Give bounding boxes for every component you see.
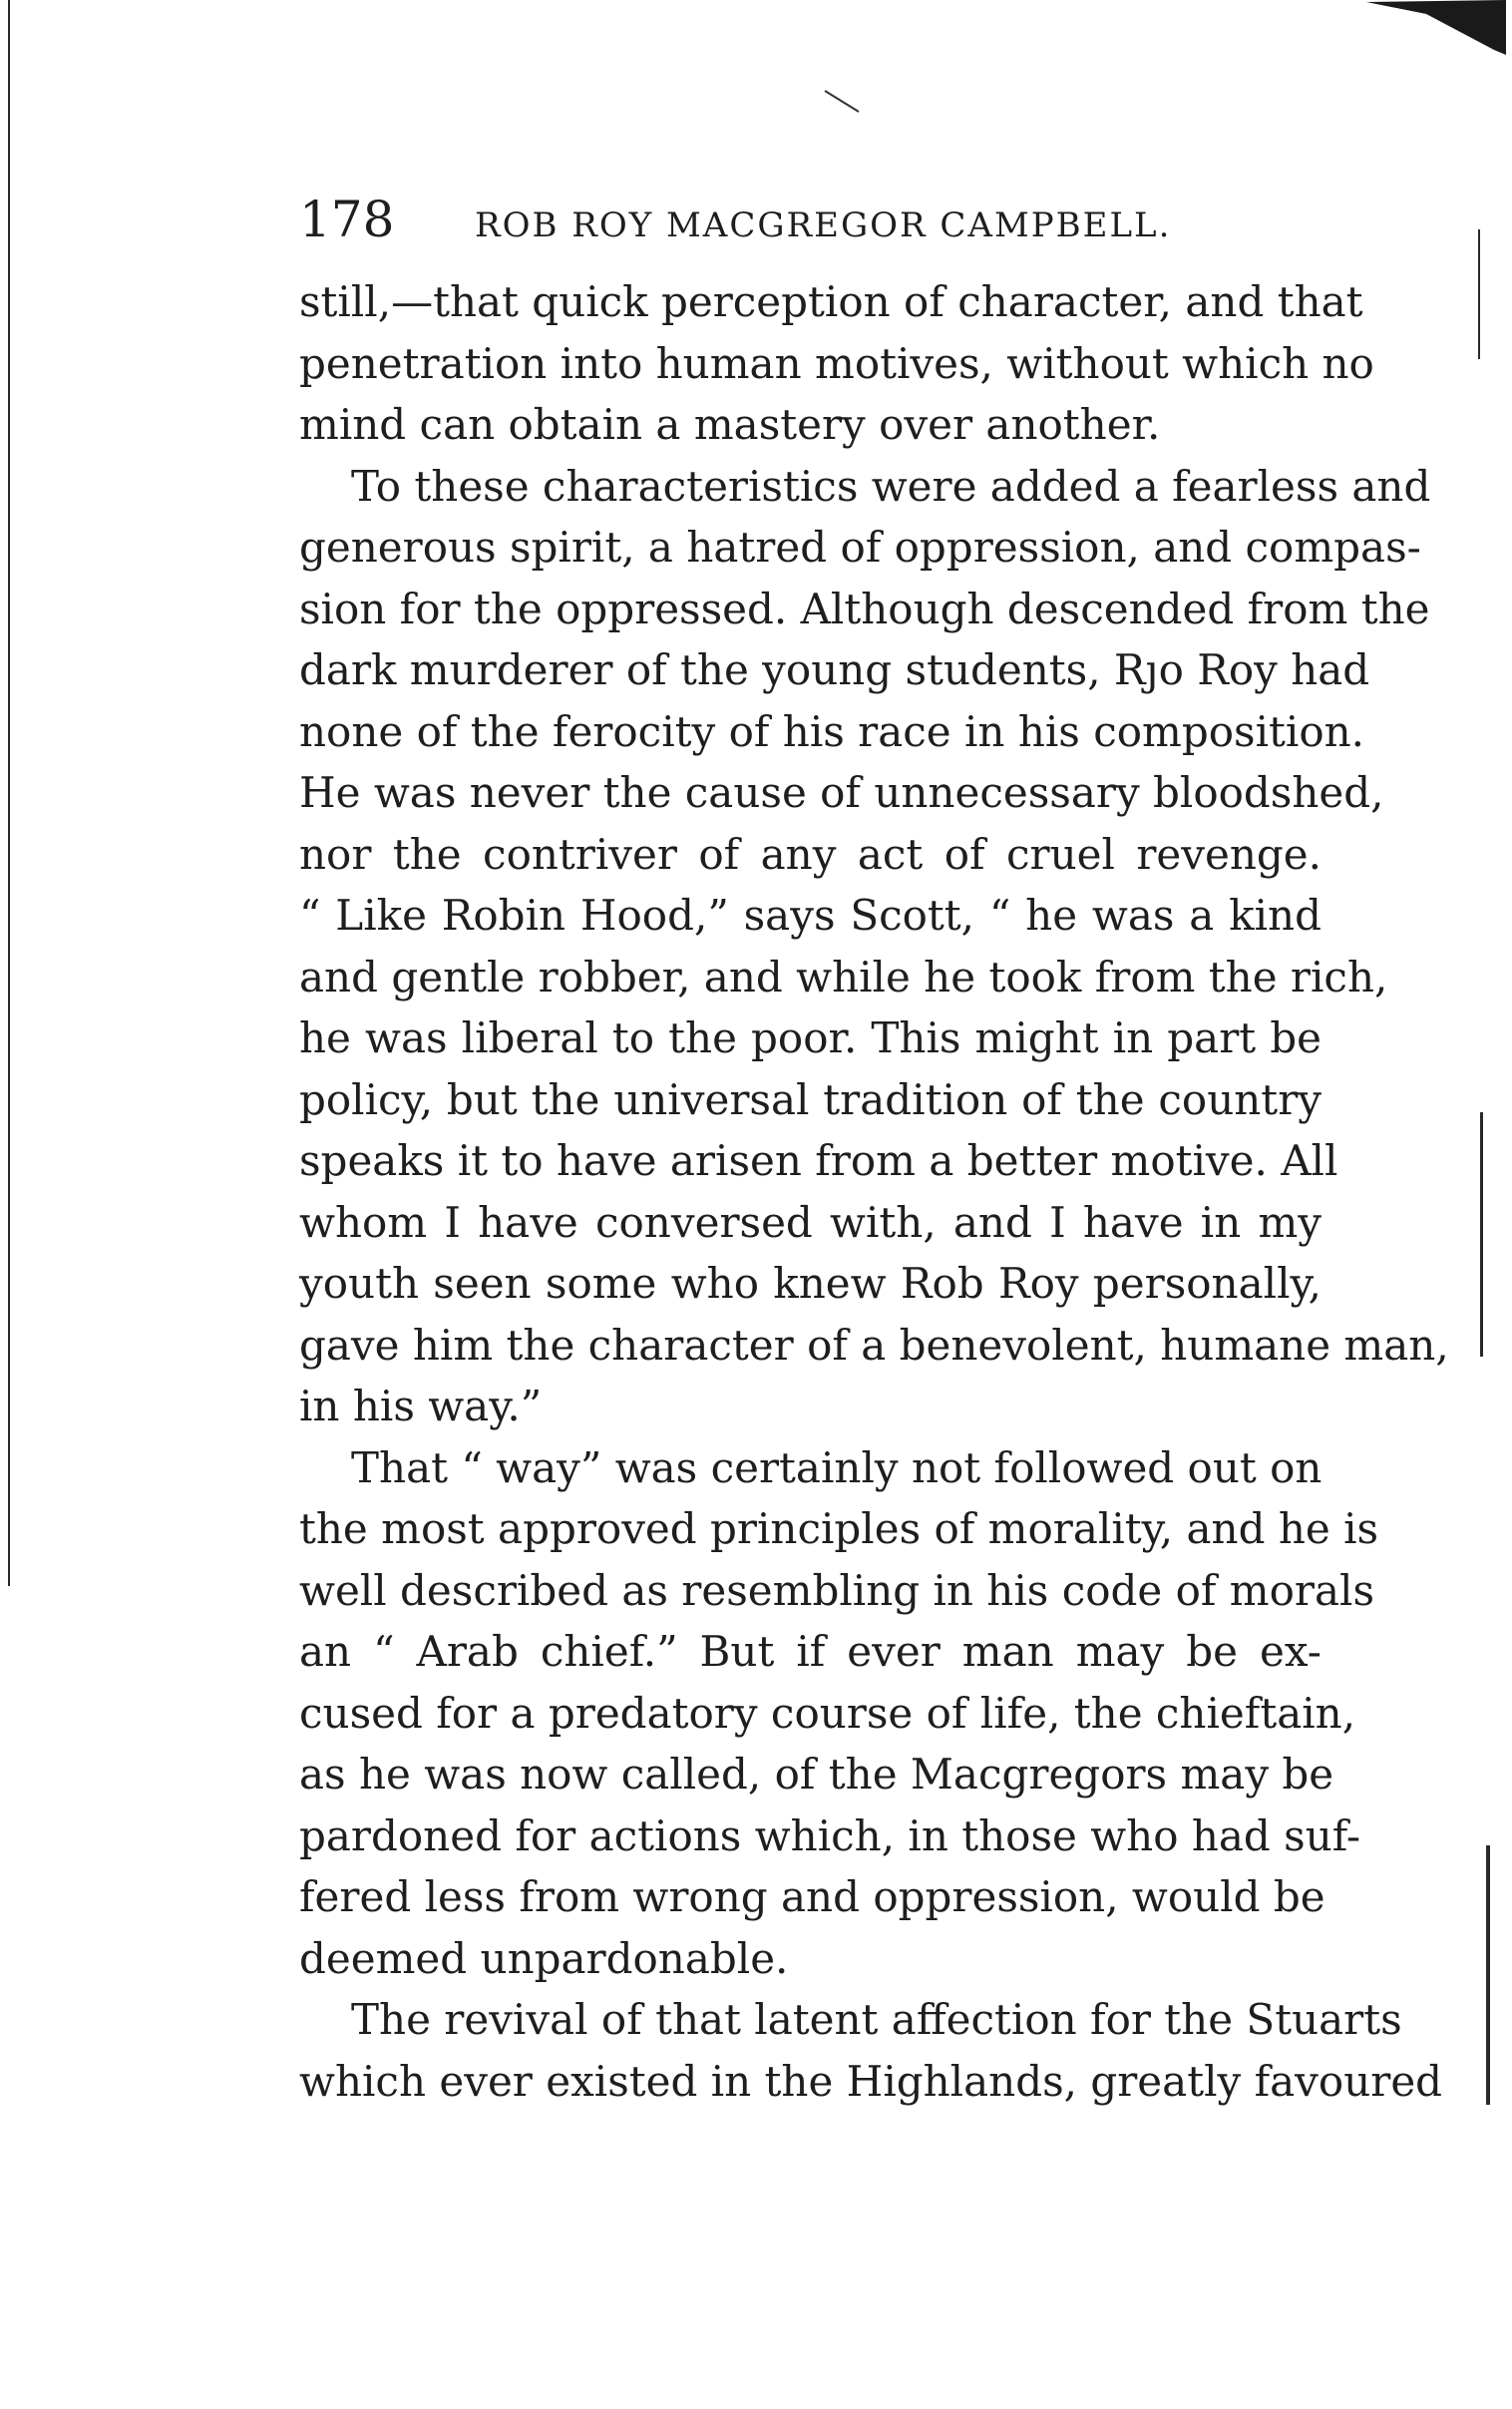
scan-edge-line-right-2 (1480, 1112, 1483, 1357)
body-text (299, 271, 1449, 2112)
running-title: ROB ROY MACGREGOR CAMPBELL. (475, 205, 1172, 245)
text-line: speaks it to have arisen from a better motive. All (299, 1136, 1338, 1185)
text-line: dark murderer of the young students, Rȷo Roy had (299, 645, 1370, 694)
text-line: in his way.” (299, 1382, 543, 1430)
page-number: 178 (299, 191, 395, 248)
page-header (299, 185, 1336, 254)
text-line: generous spirit, a hatred of oppression, and compas- (299, 523, 1421, 572)
text-line: That “ way” was certainly not followed out on (351, 1442, 1323, 1492)
text-line: sion for the oppressed. Although descended from the (299, 584, 1430, 633)
text-line: The revival of that latent affection for the Stuarts (351, 1995, 1402, 2044)
scan-edge-line-left (8, 0, 10, 1586)
text-line: as he was now called, of the Macgregors may be (299, 1750, 1334, 1799)
text-line: an “ Arab chief.” But if ever man may be ex- (299, 1627, 1322, 1676)
text-line: fered less from wrong and oppression, would be (299, 1872, 1325, 1921)
page-corner-fold (1366, 0, 1506, 60)
text-line: nor the contriver of any act of cruel revenge. (299, 829, 1322, 879)
text-line: deemed unpardonable. (299, 1933, 789, 1983)
text-line: none of the ferocity of his race in his composition. (299, 706, 1365, 756)
text-line: cused for a predatory course of life, the chieftain, (299, 1688, 1356, 1738)
text-line: He was never the cause of unnecessary bloodshed, (299, 768, 1384, 817)
text-line: pardoned for actions which, in those who had suf- (299, 1810, 1361, 1860)
text-line: penetration into human motives, without which no (299, 338, 1374, 388)
text-line: and gentle robber, and while he took from the rich, (299, 952, 1388, 1002)
text-line: well described as resembling in his code of morals (299, 1565, 1374, 1615)
text-line: the most approved principles of morality, and he is (299, 1504, 1379, 1553)
scan-stroke-mark (823, 88, 863, 118)
text-line: “ Like Robin Hood,” says Scott, “ he was a kind (299, 891, 1322, 940)
text-line: gave him the character of a benevolent, humane man, (299, 1320, 1449, 1370)
scan-edge-line-right-1 (1478, 229, 1480, 359)
text-line: mind can obtain a mastery over another. (299, 400, 1161, 449)
scan-edge-line-right-3 (1486, 1845, 1490, 2105)
text-line: policy, but the universal tradition of the country (299, 1074, 1322, 1124)
text-line: he was liberal to the poor. This might in part be (299, 1013, 1322, 1062)
text-line: which ever existed in the Highlands, greatly favoured (299, 2056, 1443, 2106)
text-line: whom I have conversed with, and I have in my (299, 1197, 1322, 1247)
text-line: still,—that quick perception of character, and that (299, 277, 1363, 326)
text-line: To these characteristics were added a fearless and (351, 461, 1431, 511)
text-line: youth seen some who knew Rob Roy personally, (299, 1259, 1322, 1308)
